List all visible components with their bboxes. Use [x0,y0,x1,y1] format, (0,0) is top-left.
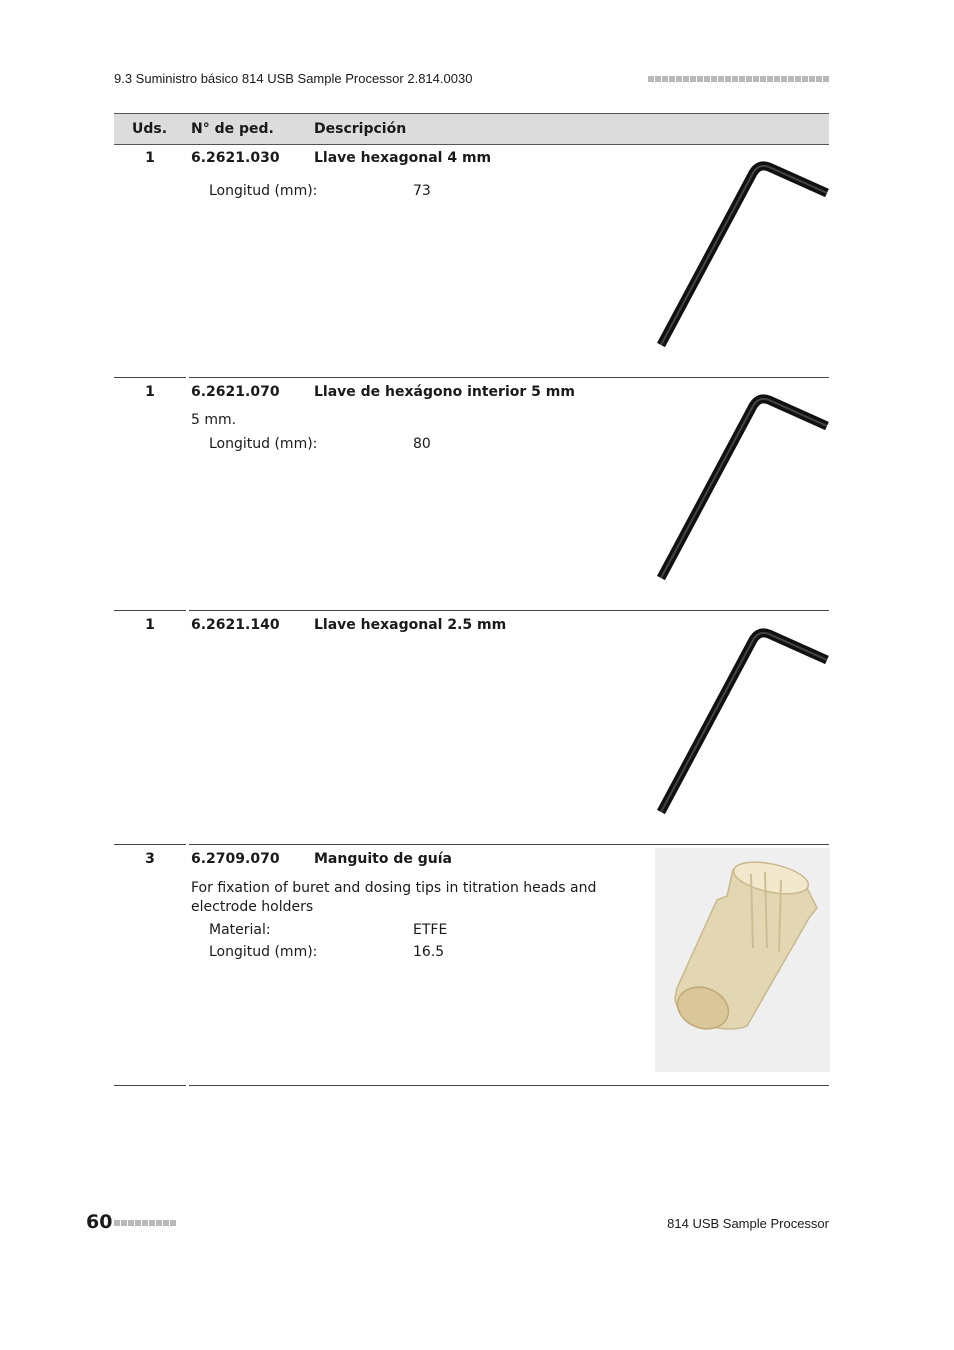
column-header-description: Descripción [314,121,407,137]
page-number: 60 [86,1211,113,1233]
row-description: 5 mm. [191,412,237,428]
hex-key-icon [655,388,830,593]
row-title: Llave hexagonal 4 mm [314,150,492,166]
property-label: Longitud (mm): [209,436,318,452]
hex-key-icon [655,622,830,827]
row-qty: 3 [145,851,155,867]
property-value: 73 [413,183,431,199]
footer-product-name: 814 USB Sample Processor [667,1216,829,1231]
table-header [114,113,829,145]
row-description: For fixation of buret and dosing tips in titration heads and electrode holders [191,880,597,915]
property-label: Longitud (mm): [209,944,318,960]
row-title: Llave de hexágono interior 5 mm [314,384,575,400]
row-order-number: 6.2621.140 [191,617,280,633]
row-qty: 1 [145,384,155,400]
row-order-number: 6.2621.070 [191,384,280,400]
row-divider [114,1085,829,1086]
property-label: Material: [209,922,271,938]
row-divider [114,844,829,845]
row-qty: 1 [145,150,155,166]
property-value: 80 [413,436,431,452]
property-value: ETFE [413,922,448,938]
row-title: Llave hexagonal 2.5 mm [314,617,507,633]
row-title: Manguito de guía [314,851,452,867]
footer-decoration [114,1220,176,1226]
property-value: 16.5 [413,944,445,960]
hex-key-icon [655,155,830,360]
column-header-qty: Uds. [132,121,168,137]
property-label: Longitud (mm): [209,183,318,199]
row-order-number: 6.2709.070 [191,851,280,867]
column-header-order-no: N° de ped. [191,121,274,137]
guide-sleeve-icon [655,848,830,1072]
header-decoration [648,76,829,82]
row-qty: 1 [145,617,155,633]
row-divider [114,610,829,611]
section-title: 9.3 Suministro básico 814 USB Sample Processor 2.814.0030 [114,71,473,86]
row-order-number: 6.2621.030 [191,150,280,166]
row-divider [114,377,829,378]
